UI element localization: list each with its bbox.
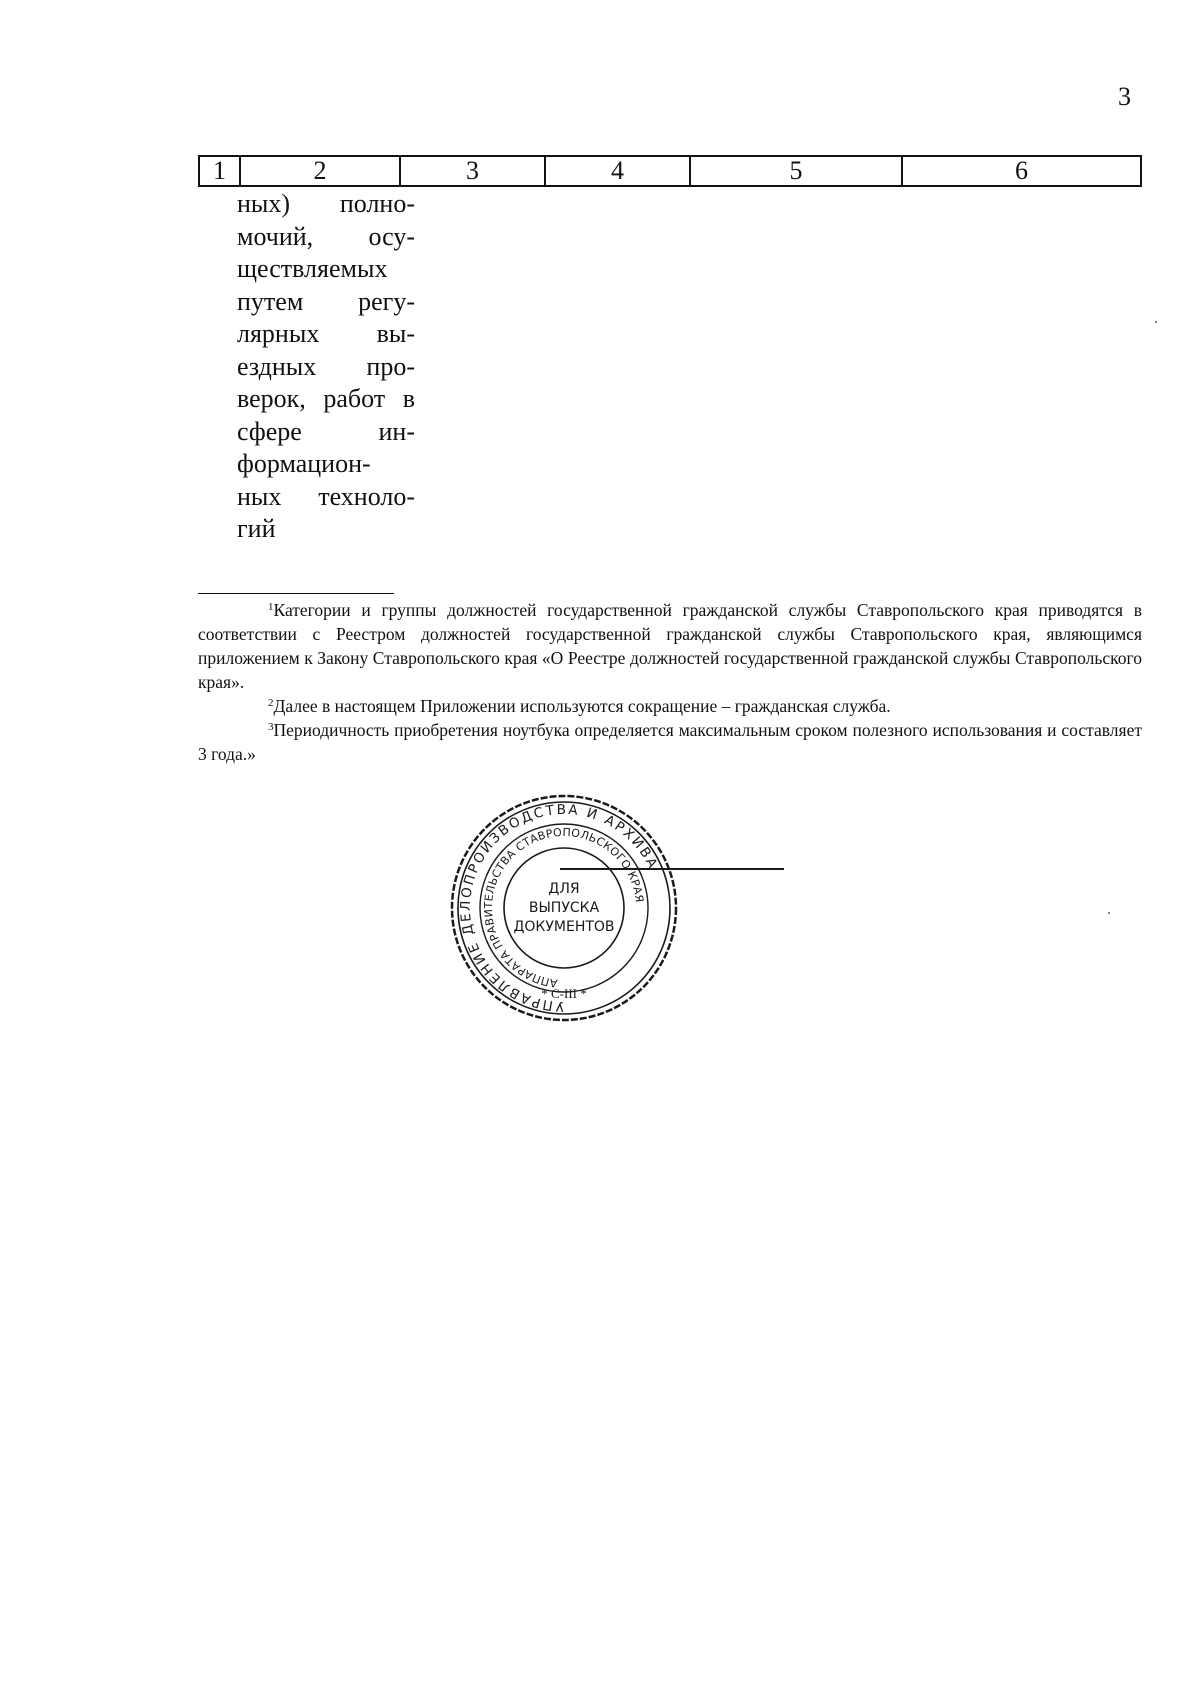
signature-stroke	[560, 868, 784, 870]
cell-line: ществляемых	[237, 254, 388, 283]
svg-text:* С-III *: * С-III *	[541, 986, 587, 1001]
cell-line: ных) полно-	[237, 189, 415, 218]
svg-text:ДОКУМЕНТОВ: ДОКУМЕНТОВ	[513, 919, 615, 935]
column-number-4: 4	[545, 156, 690, 186]
column-number-2: 2	[240, 156, 400, 186]
scan-speck	[1108, 912, 1110, 914]
footnote-text: Периодичность приобретения ноутбука определяется максимальным сроком полезного использования и составляет 3 года.»	[198, 720, 1142, 764]
cell-line: ных техноло-	[237, 481, 415, 511]
cell-line: лярных вы-	[237, 319, 415, 348]
footnote-3	[198, 718, 1142, 766]
column-2-continuation-text	[237, 188, 415, 546]
footnotes	[198, 598, 1142, 766]
svg-text:УПРАВЛЕНИЕ ДЕЛОПРОИЗВОДСТВА И: УПРАВЛЕНИЕ ДЕЛОПРОИЗВОДСТВА И АРХИВА	[457, 801, 662, 1015]
column-number-5: 5	[690, 156, 902, 186]
official-seal-stamp	[448, 792, 680, 1024]
footnote-text: Далее в настоящем Приложении используются сокращение – гражданская служба.	[273, 696, 891, 716]
scan-speck	[1155, 321, 1157, 323]
footnote-2	[198, 694, 1142, 718]
table-header-row	[198, 155, 1142, 187]
footnote-text: Категории и группы должностей государственной гражданской службы Ставропольского края приводятся в соответствии с Реестром должностей государственной гражданской службы Ставропольского края, являющимся приложением к Закону Ставропольского края «О Реестре должностей государственной гражданской службы Ставропольского края».	[198, 600, 1142, 692]
footnote-separator	[198, 593, 394, 594]
page-number: 3	[1118, 82, 1131, 111]
cell-line: верок, работ в	[237, 384, 415, 413]
svg-text:АППАРАТА ПРАВИТЕЛЬСТВА СТАВРОП: АППАРАТА ПРАВИТЕЛЬСТВА СТАВРОПОЛЬСКОГО КРАЯ	[481, 825, 646, 990]
footnote-mark: 2	[268, 697, 274, 709]
column-number-6: 6	[902, 156, 1141, 186]
cell-line: сфере ин-	[237, 416, 415, 446]
column-number-3: 3	[400, 156, 545, 186]
cell-line: гий	[237, 514, 276, 543]
cell-line: ездных про-	[237, 351, 415, 381]
footnote-mark: 1	[268, 601, 274, 613]
svg-text:ВЫПУСКА: ВЫПУСКА	[528, 900, 600, 916]
footnote-mark: 3	[268, 721, 274, 733]
footnote-1	[198, 598, 1142, 694]
cell-line: мочий, осу-	[237, 221, 415, 251]
svg-text:ДЛЯ: ДЛЯ	[548, 881, 580, 897]
cell-line: путем регу-	[237, 286, 415, 316]
column-number-1: 1	[199, 156, 240, 186]
cell-line: формацион-	[237, 449, 371, 478]
